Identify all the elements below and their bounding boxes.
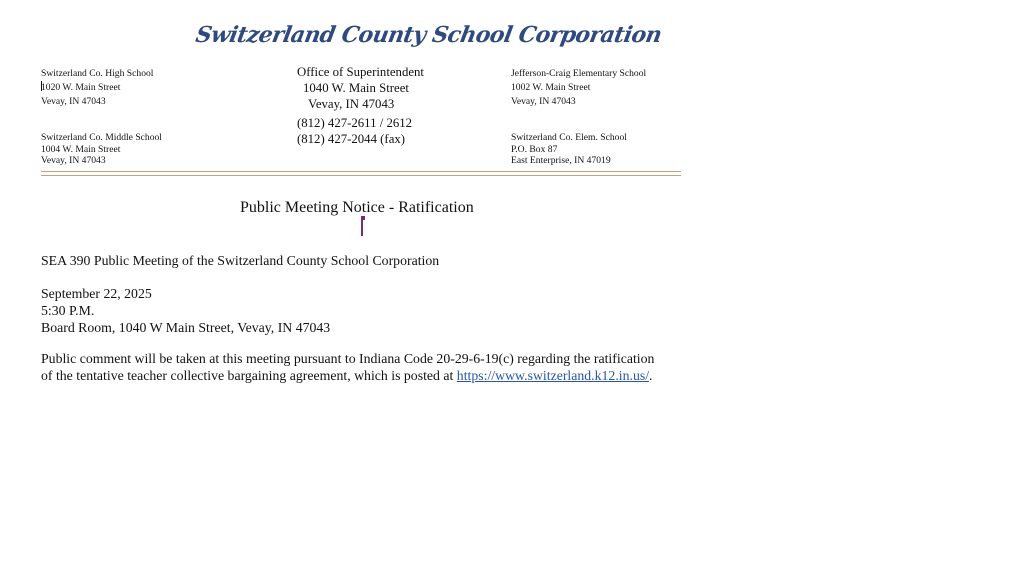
office-name: Office of Superintendent xyxy=(297,65,424,79)
high-school-city: Vevay, IN 47043 xyxy=(41,96,106,107)
elementary-school-name: Switzerland Co. Elem. School xyxy=(511,132,627,143)
meeting-intro: SEA 390 Public Meeting of the Switzerland County School Corporation xyxy=(41,253,440,268)
meeting-date: September 22, 2025 xyxy=(41,286,152,301)
letterhead-divider-bottom xyxy=(41,175,681,176)
middle-school-street: 1004 W. Main Street xyxy=(41,143,121,155)
jefferson-craig-address xyxy=(511,67,646,109)
public-comment-paragraph xyxy=(41,350,654,384)
elementary-school-address xyxy=(511,132,627,167)
meeting-details xyxy=(41,285,330,336)
middle-school-name: Switzerland Co. Middle School xyxy=(41,132,162,143)
meeting-location: Board Room, 1040 W Main Street, Vevay, IN 47043 xyxy=(41,320,331,335)
office-city: Vevay, IN 47043 xyxy=(308,97,395,111)
high-school-address xyxy=(41,67,153,109)
meeting-time: 5:30 P.M. xyxy=(41,303,95,318)
notice-title: Public Meeting Notice - Ratification xyxy=(240,199,474,216)
jefferson-craig-street: 1002 W. Main Street xyxy=(511,82,591,93)
comment-line-2-end: . xyxy=(649,368,653,383)
superintendent-office xyxy=(297,64,424,147)
mouse-cursor xyxy=(361,216,363,236)
office-phone: (812) 427-2611 / 2612 xyxy=(297,116,413,130)
office-street: 1040 W. Main Street xyxy=(303,81,409,95)
letterhead-divider-top xyxy=(41,171,681,172)
corporation-logo: Switzerland County School Corporation xyxy=(193,22,664,48)
middle-school-address xyxy=(41,132,162,167)
jefferson-craig-city: Vevay, IN 47043 xyxy=(511,96,576,107)
high-school-name: Switzerland Co. High School xyxy=(41,68,154,79)
office-fax: (812) 427-2044 (fax) xyxy=(297,132,406,146)
elementary-school-city: East Enterprise, IN 47019 xyxy=(511,155,611,166)
middle-school-city: Vevay, IN 47043 xyxy=(41,155,106,166)
high-school-street: 1020 W. Main Street xyxy=(41,82,121,93)
comment-line-1: Public comment will be taken at this meeting pursuant to Indiana Code 20-29-6-19(c) regarding the ratification xyxy=(41,351,655,366)
elementary-school-street: P.O. Box 87 xyxy=(511,143,558,155)
comment-line-2: of the tentative teacher collective bargaining agreement, which is posted at xyxy=(41,368,457,383)
district-website-link[interactable]: https://www.switzerland.k12.in.us/ xyxy=(456,368,650,383)
jefferson-craig-name: Jefferson-Craig Elementary School xyxy=(511,68,647,79)
